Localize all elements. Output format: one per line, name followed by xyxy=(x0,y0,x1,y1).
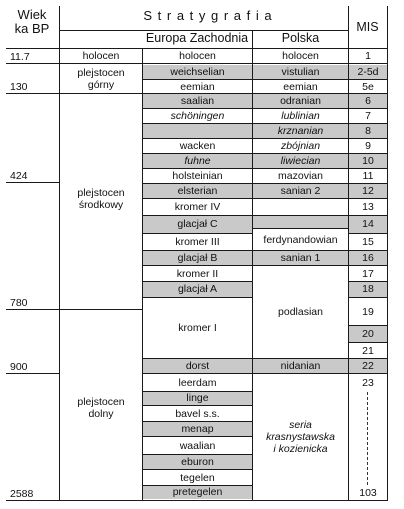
age-label: 11.7 xyxy=(10,51,30,63)
mis-value: 20 xyxy=(362,327,374,340)
mis-value: 10 xyxy=(362,154,374,167)
europe-stage: kromer III xyxy=(175,236,220,248)
mis-value: 11 xyxy=(362,170,374,182)
poland-series-line3: i kozienicka xyxy=(273,443,328,455)
age-label: 780 xyxy=(10,297,28,309)
mis-value: 5e xyxy=(362,80,374,93)
poland-bg-14 xyxy=(253,215,348,228)
europe-stage: dorst xyxy=(185,359,210,372)
poland-stage: vistulian xyxy=(281,66,320,78)
europe-column-header: Europa Zachodnia xyxy=(145,31,249,45)
europe-stage: holocen xyxy=(179,50,216,62)
europe-stage: kromer I xyxy=(178,322,217,334)
europe-stage: kromer II xyxy=(176,267,219,280)
age-tick-424 xyxy=(6,182,59,183)
europe-stage: bavel s.s. xyxy=(175,407,220,420)
europe-bg-empty xyxy=(143,123,252,138)
poland-stage: sanian 1 xyxy=(280,251,321,264)
mis-value: 9 xyxy=(365,140,371,152)
poland-stage: liwiecian xyxy=(280,154,321,167)
mis-value: 16 xyxy=(362,251,374,264)
poland-stage: ferdynandowian xyxy=(263,233,338,246)
europe-stage: holsteinian xyxy=(172,170,223,182)
mis-value: 12 xyxy=(362,184,374,197)
age-tick-11-7 xyxy=(6,63,59,64)
mis-dashed-connector xyxy=(367,392,368,485)
mis-value: 19 xyxy=(362,305,374,318)
poland-stage: zbójnian xyxy=(280,140,321,152)
poland-series-line1: seria xyxy=(289,419,312,431)
poland-stage: eemian xyxy=(283,80,318,93)
europe-stage: saalian xyxy=(180,95,215,107)
row-line-1 xyxy=(142,63,387,64)
poland-stage: sanian 2 xyxy=(280,184,321,197)
mis-value: 6 xyxy=(365,95,371,107)
stage-upper-line2: górny xyxy=(87,78,115,91)
mis-value: 22 xyxy=(362,359,374,372)
stage-upper-pleistocene xyxy=(60,64,142,93)
mis-value: 14 xyxy=(362,218,374,230)
europe-stage: schöningen xyxy=(170,110,225,122)
poland-stage: odranian xyxy=(280,95,321,107)
europe-stage: linge xyxy=(186,392,209,404)
age-header-line2: ka BP xyxy=(14,21,50,36)
europe-stage: leerdam xyxy=(178,376,217,389)
mis-value: 23 xyxy=(362,376,374,389)
poland-stage: lublinian xyxy=(281,110,320,122)
stage-line-upper xyxy=(59,93,143,94)
mis-value: 18 xyxy=(362,283,374,295)
age-header-line1: Wiek xyxy=(17,7,47,22)
stage-middle-line2: środkowy xyxy=(78,199,124,211)
mis-value: 13 xyxy=(362,201,374,213)
poland-stage: mazovian xyxy=(278,170,323,182)
europe-stage: eemian xyxy=(180,80,215,93)
poland-column-header: Polska xyxy=(281,31,320,45)
europe-stage: eburon xyxy=(181,455,214,468)
stage-line-lower xyxy=(59,500,143,501)
poland-stage-series xyxy=(253,374,348,500)
stratigraphy-title: S t r a t y g r a f i a xyxy=(143,8,273,23)
europe-stage: pretegelen xyxy=(172,486,223,498)
age-tick-130 xyxy=(6,93,59,94)
age-label: 2588 xyxy=(10,488,34,500)
mis-value: 15 xyxy=(362,236,374,248)
poland-series-line2: krasnystawska xyxy=(266,431,335,443)
mis-value: 2-5d xyxy=(357,66,379,78)
stage-line-middle xyxy=(59,309,143,310)
stage-middle-line1: plejstocen xyxy=(77,187,125,199)
europe-stage: kromer IV xyxy=(174,201,221,213)
europe-stage: glacjał B xyxy=(177,251,218,264)
europe-stage: glacjał A xyxy=(177,283,218,295)
poland-stage: podlasian xyxy=(278,306,323,318)
mis-value: 103 xyxy=(359,487,377,499)
age-tick-900 xyxy=(6,373,59,374)
europe-stage: waalian xyxy=(179,439,216,452)
stage-lower-pleistocene xyxy=(60,391,142,425)
stage-upper-line1: plejstocen xyxy=(77,66,125,79)
age-tick-2588 xyxy=(6,500,59,501)
row-line-bottom xyxy=(142,500,387,501)
europe-stage: elsterian xyxy=(177,184,218,197)
europe-stage: wacken xyxy=(179,140,216,152)
mis-value: 1 xyxy=(365,50,371,62)
grid-header-rule xyxy=(59,30,349,31)
age-label: 900 xyxy=(10,361,28,373)
stage-lower-line1: plejstocen xyxy=(77,396,125,408)
age-header xyxy=(6,8,58,36)
poland-stage: holocen xyxy=(282,50,319,62)
europe-stage: tegelen xyxy=(180,471,215,484)
europe-stage: glacjał C xyxy=(177,218,218,230)
europe-stage: weichselian xyxy=(170,66,225,78)
poland-stage: nidanian xyxy=(280,359,321,372)
age-label: 424 xyxy=(10,170,28,182)
mis-value: 21 xyxy=(362,344,374,357)
mis-value: 17 xyxy=(362,267,374,280)
poland-stage: krznanian xyxy=(277,124,324,137)
age-label: 130 xyxy=(10,81,28,93)
age-tick-780 xyxy=(6,309,59,310)
stage-lower-line2: dolny xyxy=(88,408,114,420)
grid-vline-mis-right xyxy=(387,6,388,501)
mis-column-header: MIS xyxy=(356,20,379,34)
stage-holocen: holocen xyxy=(82,50,120,62)
europe-stage: fuhne xyxy=(184,154,211,167)
mis-value: 8 xyxy=(365,124,371,137)
europe-stage: menap xyxy=(181,422,214,435)
mis-value: 7 xyxy=(365,110,371,122)
stage-middle-pleistocene xyxy=(60,182,142,216)
